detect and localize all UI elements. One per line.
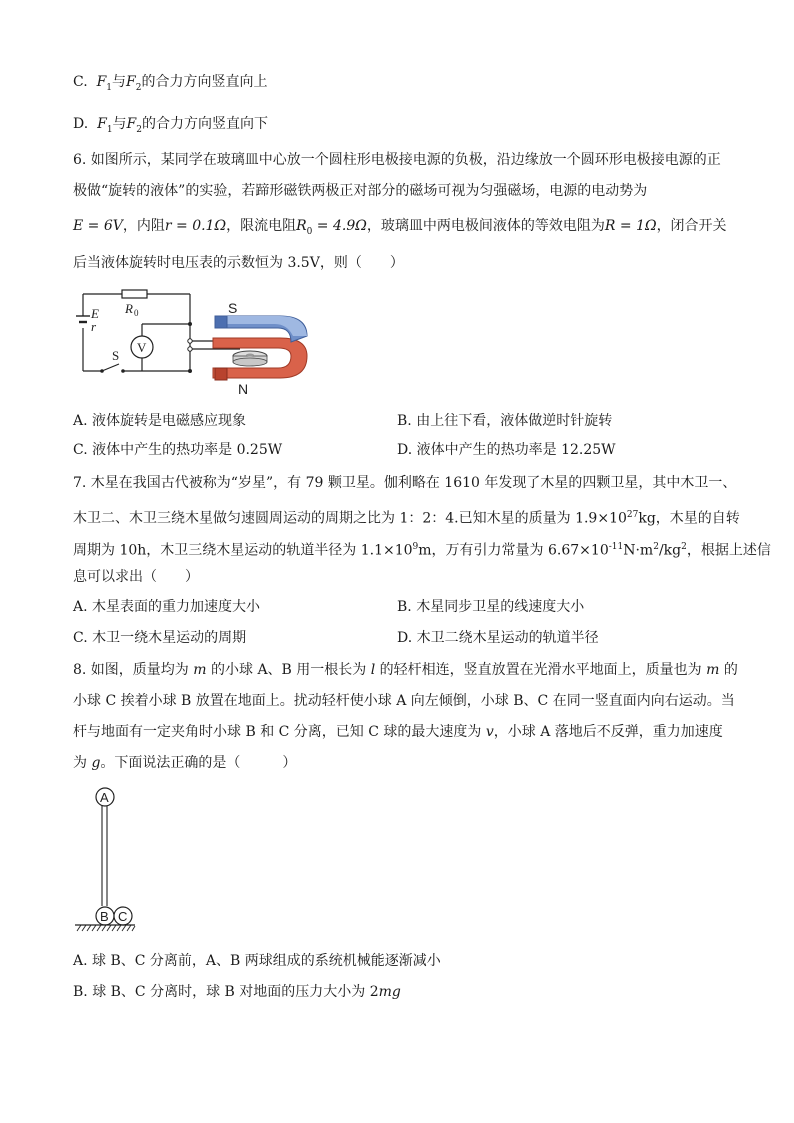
q6-option-b: B. 由上往下看，液体做逆时针旋转 bbox=[397, 413, 613, 429]
q6-circuit-figure bbox=[75, 286, 325, 398]
voltmeter-label: V bbox=[137, 340, 147, 355]
q8-line-3: 杆与地面有一定夹角时小球 B 和 C 分离，已知 C 球的最大速度为 v，小球 A 落地后不反弹，重力加速度 bbox=[73, 724, 723, 740]
ball-b-label: B bbox=[100, 909, 109, 924]
q8-option-b: B. 球 B、C 分离时，球 B 对地面的压力大小为 2mg bbox=[73, 984, 401, 1000]
q8-line-4: 为 g。下面说法正确的是（ ） bbox=[73, 755, 297, 771]
south-pole-label: S bbox=[228, 300, 238, 316]
internal-r-label: r bbox=[91, 319, 97, 334]
ball-c-label: C bbox=[118, 909, 128, 924]
ground-hatching bbox=[77, 925, 135, 931]
r0-label: R bbox=[125, 301, 133, 316]
q7-option-a: A. 木星表面的重力加速度大小 bbox=[73, 599, 261, 615]
r0-sub-label: 0 bbox=[134, 308, 139, 318]
q6-option-c: C. 液体中产生的热功率是 0.25W bbox=[73, 442, 283, 458]
q6-line-4: 后当液体旋转时电压表的示数恒为 3.5V，则（ ） bbox=[73, 255, 404, 271]
q7-line-4: 息可以求出（ ） bbox=[73, 569, 199, 585]
switch-label: S bbox=[112, 348, 120, 363]
horseshoe-magnet bbox=[213, 316, 307, 380]
ball-a-label: A bbox=[100, 790, 109, 805]
option-d-previous: D. $F_1$与$F_2$的合力方向竖直向下 bbox=[73, 116, 268, 135]
q7-option-c: C. 木卫一绕木星运动的周期 bbox=[73, 630, 247, 646]
emf-label: E bbox=[91, 306, 99, 321]
north-pole-label: N bbox=[238, 381, 249, 397]
q6-option-d: D. 液体中产生的热功率是 12.25W bbox=[397, 442, 616, 458]
q7-line-2: 木卫二、木卫三绕木星做匀速圆周运动的周期之比为 1：2：4.已知木星的质量为 $1.9\times 10^{27}kg$，木星的自转 bbox=[73, 510, 740, 527]
q7-line-1: 7. 木星在我国古代被称为“岁星”，有 79 颗卫星。伽利略在 1610 年发现了木星的四颗卫星，其中木卫一、 bbox=[73, 475, 737, 491]
q8-line-1: 8. 如图，质量均为 m 的小球 A、B 用一根长为 l 的轻杆相连，竖直放置在光滑水平地面上，质量也为 m 的 bbox=[73, 662, 738, 678]
option-c-previous: C. $F_1$与$F_2$的合力方向竖直向上 bbox=[73, 74, 268, 93]
q8-option-a: A. 球 B、C 分离前，A、B 两球组成的系统机械能逐渐减小 bbox=[73, 953, 441, 969]
q8-rod-figure bbox=[73, 785, 143, 935]
q6-line-1: 6. 如图所示，某同学在玻璃皿中心放一个圆柱形电极接电源的负极，沿边缘放一个圆环形电极接电源的正 bbox=[73, 152, 721, 168]
q8-line-2: 小球 C 挨着小球 B 放置在地面上。扰动轻杆使小球 A 向左倾倒，小球 B、C 在同一竖直面内向右运动。当 bbox=[73, 693, 735, 709]
q6-line-2: 极做“旋转的液体”的实验，若蹄形磁铁两极正对部分的磁场可视为匀强磁场，电源的电动势为 bbox=[73, 183, 648, 199]
q7-line-3: 周期为 10h，木卫三绕木星运动的轨道半径为 $1.1\times 10^9m$，万有引力常量为 $6.67\times 10^{-11}N\cdot m^2/kg^2$，根据上述信 bbox=[73, 542, 771, 559]
q6-line-3: E = 6V，内阻r = 0.1Ω，限流电阻$R_0 = 4.9\Omega$，玻璃皿中两电极间液体的等效电阻为R = 1Ω，闭合开关 bbox=[73, 218, 727, 237]
q7-option-d: D. 木卫二绕木星运动的轨道半径 bbox=[397, 630, 599, 646]
q7-option-b: B. 木星同步卫星的线速度大小 bbox=[397, 599, 585, 615]
resistor-r0 bbox=[122, 290, 147, 298]
q6-option-a: A. 液体旋转是电磁感应现象 bbox=[73, 413, 247, 429]
